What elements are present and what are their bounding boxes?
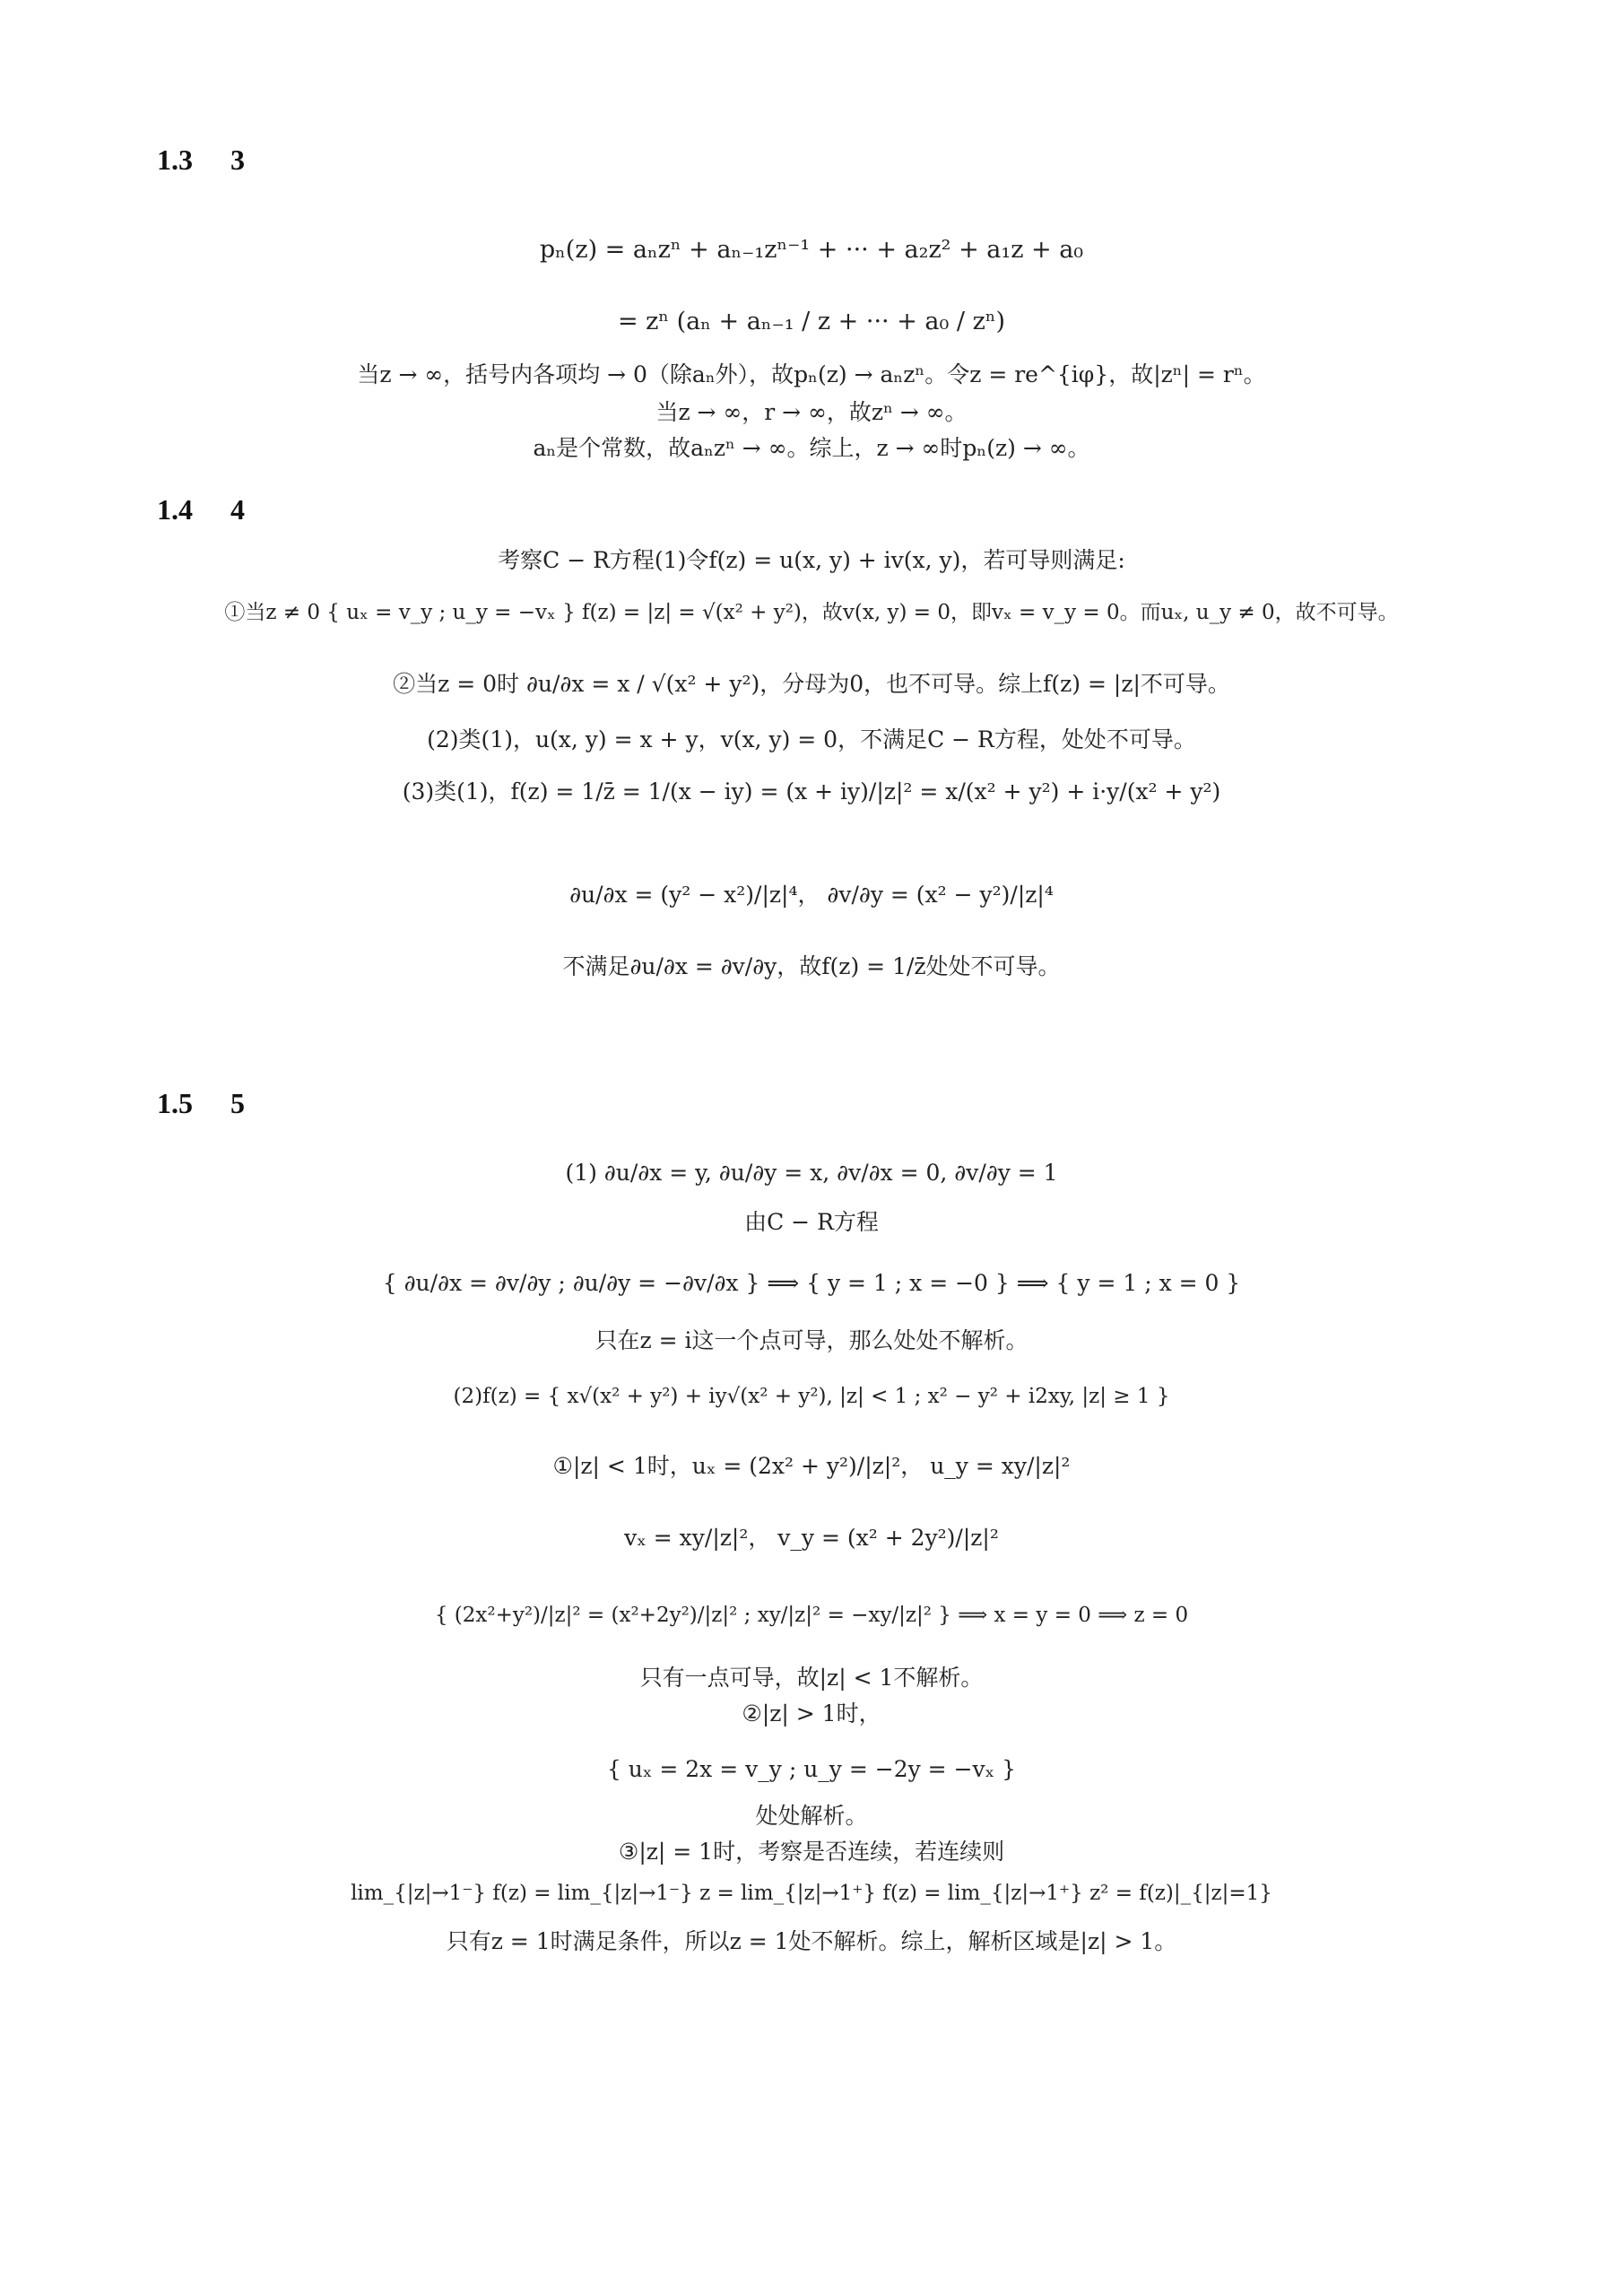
text-line: ②当z = 0时 ∂u/∂x = x / √(x² + y²)，分母为0，也不可导。综上f(z) = |z|不可导。 <box>393 671 1230 697</box>
text-line: (2)类(1)，u(x, y) = x + y，v(x, y) = 0，不满足C − R方程，处处不可导。 <box>427 726 1196 752</box>
section-heading-1-4 <box>157 493 245 526</box>
text-line: 当z → ∞，r → ∞，故zⁿ → ∞。 <box>655 399 968 425</box>
text-line: 只在z = i这一个点可导，那么处处不解析。 <box>595 1327 1028 1353</box>
text-line: 当z → ∞，括号内各项均 → 0（除aₙ外），故pₙ(z) → aₙzⁿ。令z = re^{iφ}，故|zⁿ| = rⁿ。 <box>357 361 1266 387</box>
section-heading-1-3 <box>157 144 245 177</box>
equation-line: (1) ∂u/∂x = y, ∂u/∂y = x, ∂v/∂x = 0, ∂v/∂y = 1 <box>565 1160 1058 1186</box>
equation-line: lim_{|z|→1⁻} f(z) = lim_{|z|→1⁻} z = lim_{|z|→1⁺} f(z) = lim_{|z|→1⁺} z² = f(z)|_{|z|=1} <box>351 1882 1272 1905</box>
equation-line: ∂u/∂x = (y² − x²)/|z|⁴， ∂v/∂y = (x² − y²)/|z|⁴ <box>569 882 1054 908</box>
section-heading-1-5 <box>157 1087 245 1120</box>
text-line: aₙ是个常数，故aₙzⁿ → ∞。综上，z → ∞时pₙ(z) → ∞。 <box>533 435 1090 461</box>
section-title: 4 <box>230 493 245 526</box>
text-line: 由C − R方程 <box>744 1209 879 1235</box>
equation-line: { uₓ = 2x = v_y ; u_y = −2y = −vₓ } <box>606 1756 1017 1782</box>
section-number: 1.4 <box>157 493 193 526</box>
equation-line: { (2x²+y²)/|z|² = (x²+2y²)/|z|² ; xy/|z|² = −xy/|z|² } ⟹ x = y = 0 ⟹ z = 0 <box>434 1604 1189 1627</box>
text-line: ①|z| < 1时，uₓ = (2x² + y²)/|z|²， u_y = xy/|z|² <box>552 1453 1071 1479</box>
text-line: (3)类(1)，f(z) = 1/z̄ = 1/(x − iy) = (x + iy)/|z|² = x/(x² + y²) + i·y/(x² + y²) <box>402 778 1221 804</box>
equation-line: = zⁿ (aₙ + aₙ₋₁ / z + ··· + a₀ / zⁿ) <box>617 308 1006 335</box>
text-line: 考察C − R方程(1)令f(z) = u(x, y) + iv(x, y)，若可导则满足: <box>498 547 1125 573</box>
section-title: 3 <box>230 144 245 176</box>
section-title: 5 <box>230 1087 245 1119</box>
text-line: 只有z = 1时满足条件，所以z = 1处不解析。综上，解析区域是|z| > 1。 <box>446 1928 1177 1954</box>
section-number: 1.5 <box>157 1087 193 1119</box>
section-number: 1.3 <box>157 144 193 176</box>
equation-line: pₙ(z) = aₙzⁿ + aₙ₋₁zⁿ⁻¹ + ··· + a₂z² + a₁z + a₀ <box>539 236 1084 264</box>
text-line: 只有一点可导，故|z| < 1不解析。 <box>639 1665 984 1691</box>
text-line: ②|z| > 1时， <box>742 1700 881 1726</box>
text-line: 处处解析。 <box>755 1803 868 1829</box>
text-line: ③|z| = 1时，考察是否连续，若连续则 <box>618 1839 1005 1865</box>
equation-line: (2)f(z) = { x√(x² + y²) + iy√(x² + y²), |z| < 1 ; x² − y² + i2xy, |z| ≥ 1 } <box>453 1385 1170 1408</box>
text-line: 不满足∂u/∂x = ∂v/∂y，故f(z) = 1/z̄处处不可导。 <box>562 953 1061 979</box>
equation-line: { ∂u/∂x = ∂v/∂y ; ∂u/∂y = −∂v/∂x } ⟹ { y = 1 ; x = −0 } ⟹ { y = 1 ; x = 0 } <box>382 1270 1241 1296</box>
equation-line: vₓ = xy/|z|²， v_y = (x² + 2y²)/|z|² <box>624 1525 999 1551</box>
text-line: ①当z ≠ 0 { uₓ = v_y ; u_y = −vₓ } f(z) = |z| = √(x² + y²)，故v(x, y) = 0，即vₓ = v_y = 0。而uₓ, u_y ≠ 0，故不可导。 <box>224 601 1399 624</box>
